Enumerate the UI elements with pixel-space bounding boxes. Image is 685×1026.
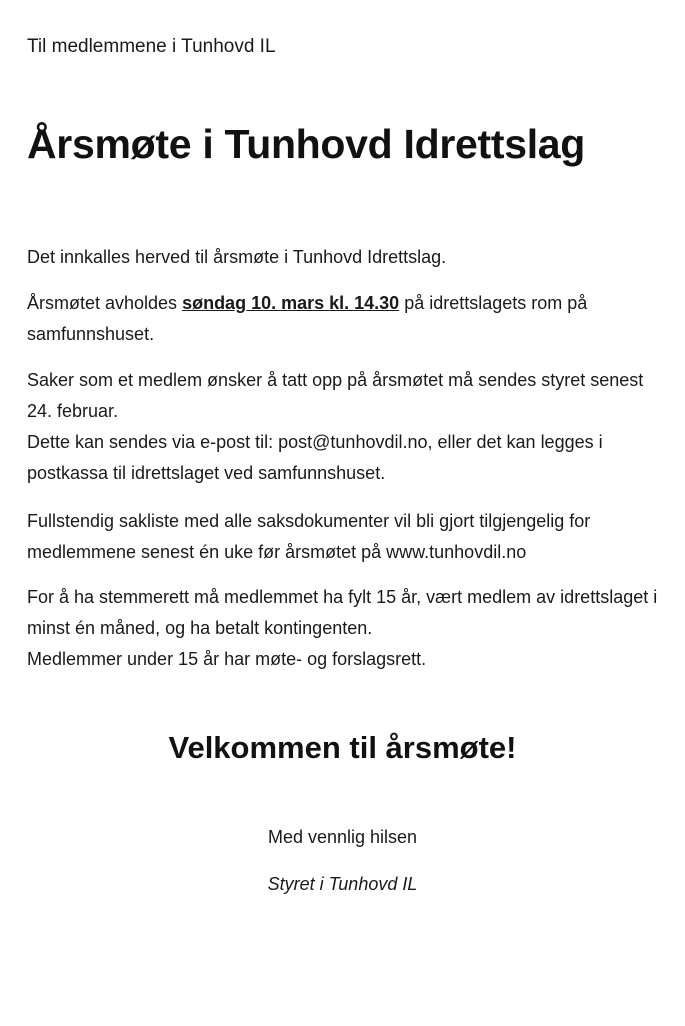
closing-greeting: Med vennlig hilsen <box>267 827 418 847</box>
voting-rights-paragraph <box>27 582 667 675</box>
submission-deadline: Saker som et medlem ønsker å tatt opp på årsmøtet må sendes styret senest 24. februar. <box>27 370 644 421</box>
document-title: Årsmøte i Tunhovd Idrettslag <box>27 121 586 167</box>
agenda-paragraph: Fullstendig sakliste med alle saksdokumenter vil bli gjort tilgjengelig for medlemmene senest én uke før årsmøtet på www.tunhovdil.no <box>27 511 591 562</box>
submission-paragraph <box>27 365 667 489</box>
meeting-location: på idrettslagets rom på samfunnshuset. <box>27 293 588 344</box>
invitation-paragraph: Det innkalles herved til årsmøte i Tunhovd Idrettslag. <box>27 247 447 267</box>
voting-requirements: For å ha stemmerett må medlemmet ha fylt 15 år, vært medlem av idrettslaget i minst én måned, og ha betalt kontingenten. <box>27 587 658 638</box>
submission-method: Dette kan sendes via e-post til: post@tunhovdil.no, eller det kan legges i postkassa til idrettslaget ved samfunnshuset. <box>27 432 603 483</box>
welcome-heading: Velkommen til årsmøte! <box>168 730 517 765</box>
meeting-time-paragraph <box>27 288 667 350</box>
recipient-line: Til medlemmene i Tunhovd IL <box>27 36 276 57</box>
signature: Styret i Tunhovd IL <box>267 874 418 894</box>
meeting-time-intro: Årsmøtet avholdes <box>27 293 183 313</box>
meeting-date-time: søndag 10. mars kl. 14.30 <box>182 293 400 313</box>
junior-rights: Medlemmer under 15 år har møte- og forslagsrett. <box>27 649 427 669</box>
